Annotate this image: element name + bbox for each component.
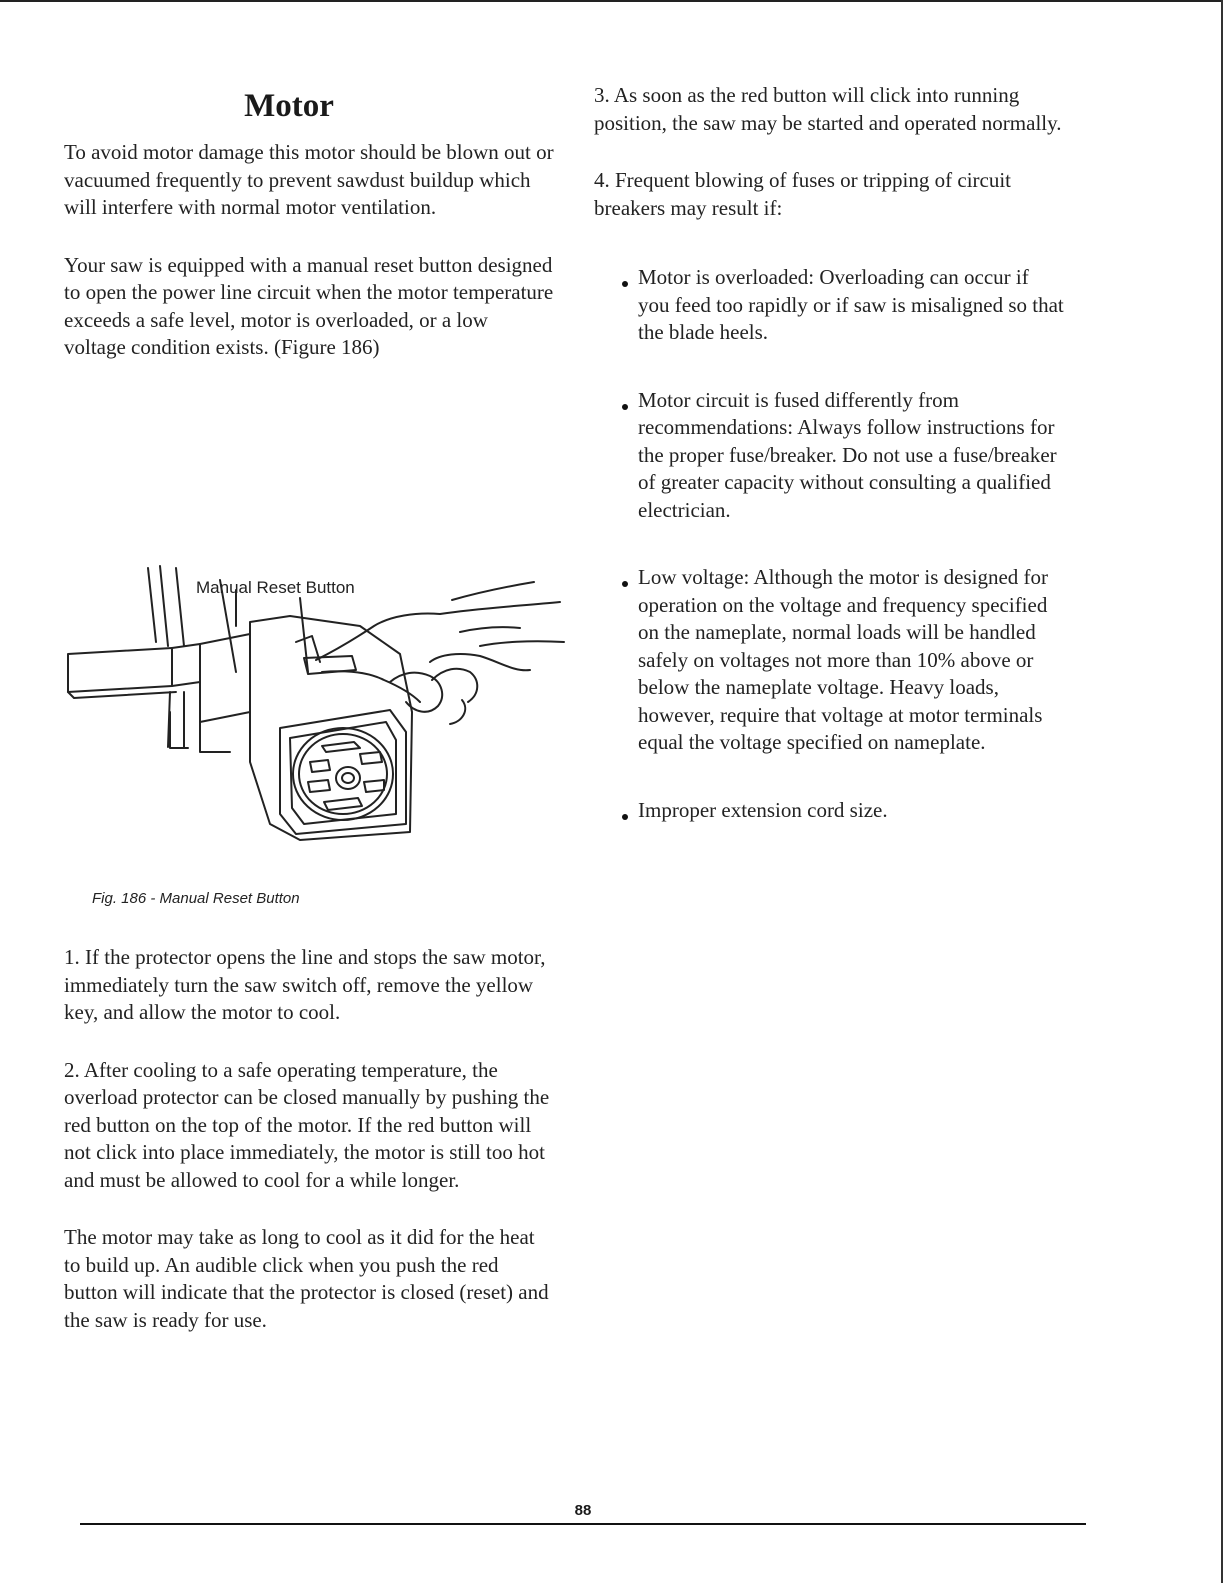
step-1: 1. If the protector opens the line and stops the saw motor, immediately turn the saw switch off, remove the yellow key, and allow the motor to cool. [64, 945, 546, 1024]
figure-caption: Fig. 186 - Manual Reset Button [92, 890, 300, 907]
bullet-dot [622, 281, 628, 287]
bullet-dot [622, 814, 628, 820]
step-4: 4. Frequent blowing of fuses or tripping of circuit breakers may result if: [594, 168, 1012, 220]
bullet-text: Improper extension cord size. [638, 797, 888, 822]
bullet-low-voltage [616, 564, 1064, 757]
scan-edge-top [0, 0, 1223, 2]
bullet-text: Low voltage: Although the motor is designed for operation on the voltage and frequency specified on the nameplate, normal loads will be handled safely on voltages not more than 10% above or below the nameplate voltage. Heavy loads, however, require that voltage at motor terminals equal the voltage specified on nameplate. [638, 565, 1049, 754]
reset-button-paragraph: Your saw is equipped with a manual reset button designed to open the power line circuit when the motor temperature exceeds a safe level, motor is overloaded, or a low voltage condition exists. (Figure 186) [64, 252, 554, 359]
bullet-dot [622, 404, 628, 410]
page-title: Motor [244, 88, 334, 124]
bullet-dot [622, 581, 628, 587]
bullet-overloaded [616, 264, 1064, 347]
left-column [64, 88, 554, 362]
step-3: 3. As soon as the red button will click into running position, the saw may be started and operated normally. [594, 83, 1062, 135]
footer-rule [80, 1523, 1086, 1525]
bullet-circuit-fused [616, 387, 1064, 525]
right-column [594, 82, 1064, 824]
bullet-extension-cord [616, 797, 1064, 825]
left-steps [64, 944, 554, 1334]
bullet-text: Motor is overloaded: Overloading can occur if you feed too rapidly or if saw is misaligned so that the blade heels. [638, 265, 1064, 344]
step-2: 2. After cooling to a safe operating temperature, the overload protector can be closed manually by pushing the red button on the top of the motor. If the red button will not click into place immediately, the motor is still too hot and must be allowed to cool for a while longer. [64, 1057, 550, 1192]
figure-callout-label: Manual Reset Button [196, 578, 355, 597]
intro-paragraph: To avoid motor damage this motor should be blown out or vacuumed frequently to prevent sawdust buildup which will interfere with normal motor ventilation. [64, 140, 554, 219]
page-number: 88 [574, 1502, 592, 1519]
motor-reset-illustration [60, 562, 580, 852]
closing-paragraph: The motor may take as long to cool as it did for the heat to build up. An audible click when you push the red button will indicate that the protector is closed (reset) and the saw is ready for use. [64, 1225, 549, 1332]
bullet-text: Motor circuit is fused differently from recommendations: Always follow instructions for the proper fuse/breaker. Do not use a fuse/breaker of greater capacity without consulting a qualified electrician. [638, 387, 1057, 522]
